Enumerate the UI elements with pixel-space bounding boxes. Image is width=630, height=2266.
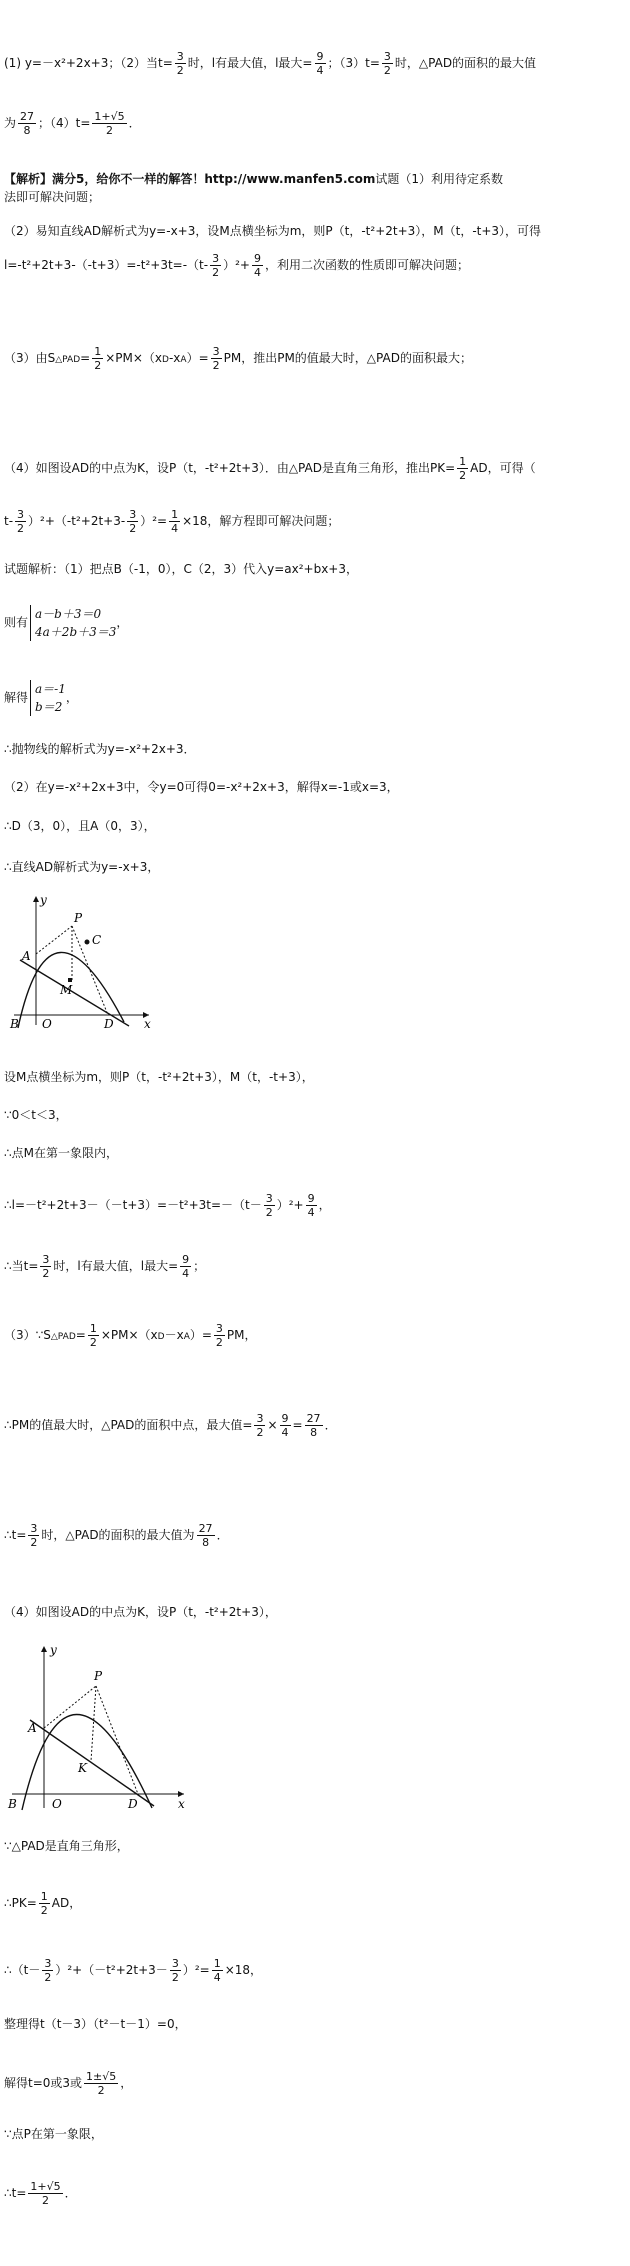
solution-line: ∴（t－ $\frac{3}{2}$ ）²+（－t²+2t+3－ $\frac{3}{2}$ ）²= $\frac{1}{4}$ ×18， xyxy=(4,1957,263,1984)
svg-text:O: O xyxy=(42,1017,52,1030)
solution-line: ∴点M在第一象限内， xyxy=(4,1146,118,1160)
answer-text: 为 xyxy=(4,116,17,130)
analysis-line: （3）由S△PAD= $\frac{1}{2}$ ×PM×（xD-xA）= $\frac{3}{2}$ PM，推出PM的值最大时，△PAD的面积最大； xyxy=(4,345,472,372)
analysis-heading: 【解析】满分5，给你不一样的解答！http://www.manfen5.com试题（1）利用待定系数 xyxy=(4,172,504,186)
solution-line: 试题解析：（1）把点B（-1，0），C（2，3）代入y=ax²+bx+3， xyxy=(4,562,359,576)
solution-line: （2）在y=-x²+2x+3中，令y=0可得0=-x²+2x+3，解得x=-1或x=3， xyxy=(4,780,399,794)
svg-text:D: D xyxy=(128,1797,138,1811)
segment-PK xyxy=(91,1686,96,1761)
solution-line: ∴t= $\frac{1+√5}{2}$ ． xyxy=(4,2180,77,2207)
answer-text: (1) y=－x²+2x+3；（2）当t= xyxy=(4,56,173,70)
svg-text:x: x xyxy=(144,1017,151,1030)
segment-AP xyxy=(44,1686,96,1728)
solution-line: ∴PM的值最大时，△PAD的面积中点，最大值= $\frac{3}{2}$ × $\frac{9}{4}$ = $\frac{27}{8}$ ． xyxy=(4,1412,337,1439)
point-M xyxy=(68,978,72,982)
svg-text:P: P xyxy=(94,1669,103,1683)
solution-line: ∵△PAD是直角三角形， xyxy=(4,1839,129,1853)
svg-text:D: D xyxy=(104,1017,114,1030)
fraction: $\frac{1+√5}{2}$ xyxy=(94,110,125,137)
answer-text: 时，l有最大值，l最大= xyxy=(187,56,313,70)
fraction: $\frac{3}{2}$ xyxy=(176,50,184,77)
parabola-figure-1 xyxy=(4,890,154,1030)
svg-text:B: B xyxy=(10,1017,19,1030)
analysis-line: t- $\frac{3}{2}$ ）²+（-t²+2t+3- $\frac{3}{2}$ ）²= $\frac{1}{4}$ ×18，解方程即可解决问题； xyxy=(4,508,340,535)
answer-text: 时，△PAD的面积的最大值 xyxy=(394,56,537,70)
equation-system: a＝-1 b＝2 xyxy=(30,680,66,716)
line-AD xyxy=(30,1720,154,1806)
svg-text:A: A xyxy=(22,949,31,963)
solution-line: ∴当t= $\frac{3}{2}$ 时，l有最大值，l最大= $\frac{9}{4}$ ； xyxy=(4,1253,206,1280)
y-axis-arrow xyxy=(41,1646,47,1652)
answer-text: ；（3）t= xyxy=(327,56,380,70)
solution-line: 解得t=0或3或 $\frac{1\pm√5}{2}$ ， xyxy=(4,2070,133,2097)
solution-line: 解得 a＝-1 b＝2 ， xyxy=(4,682,78,714)
analysis-line: 法即可解决问题； xyxy=(4,190,101,204)
svg-text:P: P xyxy=(74,911,83,925)
solution-line: ∴抛物线的解析式为y=-x²+2x+3． xyxy=(4,742,196,756)
analysis-line: （4）如图设AD的中点为K，设P（t，-t²+2t+3）．由△PAD是直角三角形，推出PK= $\frac{1}{2}$ AD，可得（ xyxy=(4,455,536,482)
fraction: $\frac{9}{4}$ xyxy=(316,50,324,77)
parabola-figure-2 xyxy=(4,1640,194,1815)
solution-line: ∴D（3，0），且A（0，3）， xyxy=(4,819,156,833)
svg-text:y: y xyxy=(40,893,47,907)
svg-text:A: A xyxy=(28,1721,37,1735)
solution-line: 则有 a－b＋3＝0 4a＋2b＋3＝3 ， xyxy=(4,607,129,639)
answer-text: ；（4）t= xyxy=(38,116,91,130)
point-C xyxy=(85,940,90,945)
solution-line: （4）如图设AD的中点为K，设P（t，-t²+2t+3）， xyxy=(4,1605,277,1619)
answer-line-1 xyxy=(4,50,536,77)
answer-line-2: 为 $\frac{27}{8}$ ；（4）t= $\frac{1+√5}{2}$ ． xyxy=(4,110,141,137)
equation-system: a－b＋3＝0 4a＋2b＋3＝3 xyxy=(30,605,116,641)
solution-line: 整理得t（t－3）（t²－t－1）=0， xyxy=(4,2017,187,2031)
solution-line: ∴直线AD解析式为y=-x+3， xyxy=(4,860,160,874)
segment-AP xyxy=(36,926,72,954)
svg-text:M: M xyxy=(60,983,73,997)
svg-text:C: C xyxy=(92,933,102,947)
solution-line: 设M点横坐标为m，则P（t，-t²+2t+3），M（t，-t+3）， xyxy=(4,1070,314,1084)
solution-line: ∵0＜t＜3， xyxy=(4,1108,68,1122)
fraction: $\frac{3}{2}$ xyxy=(383,50,391,77)
solution-line: ∵点P在第一象限， xyxy=(4,2127,103,2141)
analysis-line: l=-t²+2t+3-（-t+3）=-t²+3t=-（t- $\frac{3}{2}$ ）²+ $\frac{9}{4}$ ，利用二次函数的性质即可解决问题； xyxy=(4,252,469,279)
fraction: $\frac{27}{8}$ xyxy=(20,110,35,137)
solution-line: （3）∵S△PAD= $\frac{1}{2}$ ×PM×（xD－xA）= $\frac{3}{2}$ PM， xyxy=(4,1322,257,1349)
segment-PD xyxy=(96,1686,138,1794)
analysis-line: （2）易知直线AD解析式为y=-x+3，设M点横坐标为m，则P（t，-t²+2t+3），M（t，-t+3），可得 xyxy=(4,224,542,238)
solution-line: ∴PK= $\frac{1}{2}$ AD， xyxy=(4,1890,82,1917)
y-axis-arrow xyxy=(33,896,39,902)
svg-text:K: K xyxy=(78,1761,87,1775)
svg-text:x: x xyxy=(178,1797,185,1811)
svg-text:y: y xyxy=(50,1643,57,1657)
svg-text:B: B xyxy=(8,1797,17,1811)
solution-line: ∴l=－t²+2t+3－（－t+3）=－t²+3t=－（t－ $\frac{3}{2}$ ）²+ $\frac{9}{4}$ ， xyxy=(4,1192,331,1219)
svg-text:O: O xyxy=(52,1797,62,1811)
solution-line: ∴t= $\frac{3}{2}$ 时，△PAD的面积的最大值为 $\frac{27}{8}$ ． xyxy=(4,1522,229,1549)
